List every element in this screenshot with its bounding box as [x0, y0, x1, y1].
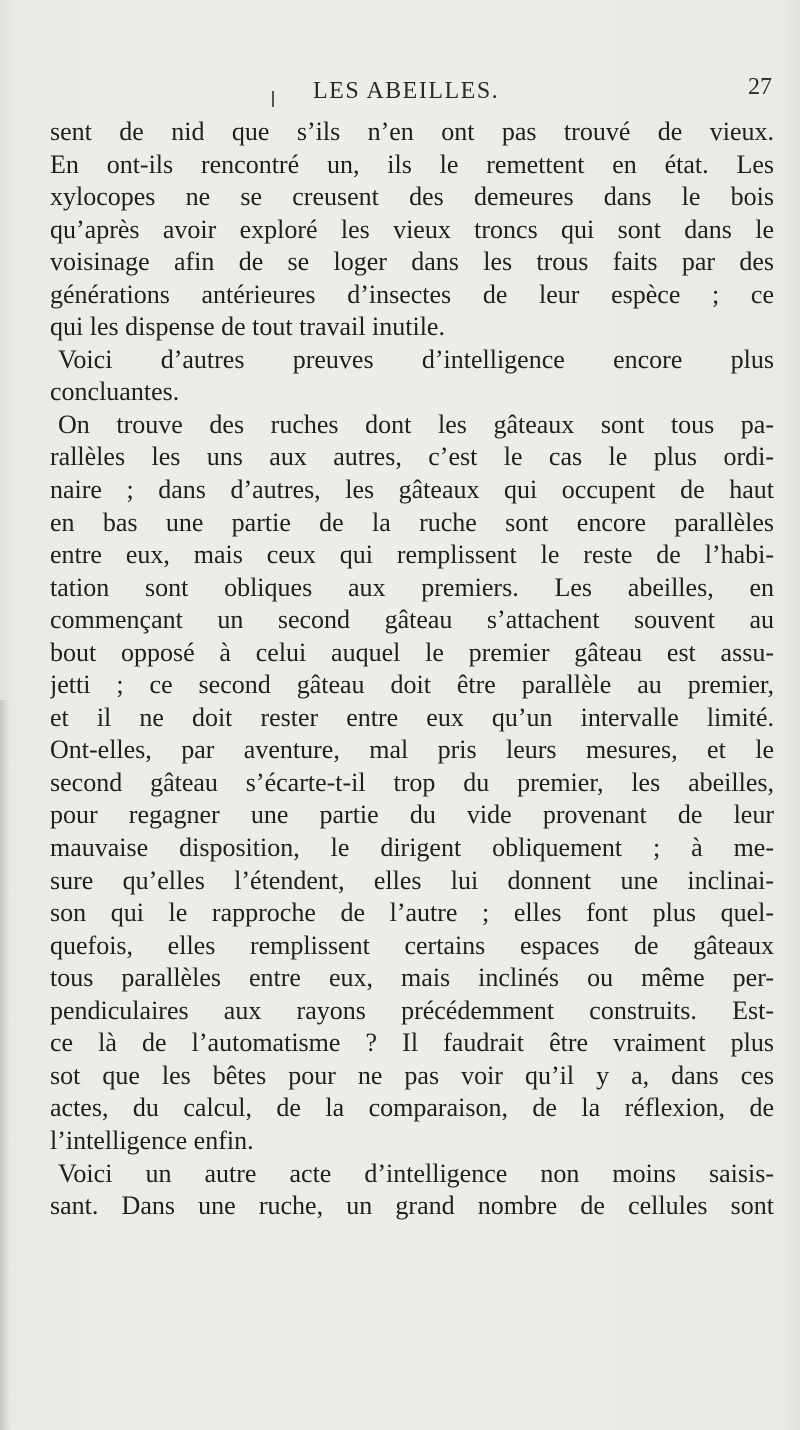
text-line: sent de nid que s’ils n’en ont pas trouvé de vieux.	[50, 117, 774, 146]
text-line: Ont-elles, par aventure, mal pris leurs mesures, et le	[50, 735, 774, 765]
text-line: entre eux, mais ceux qui remplissent le reste de l’habi-	[50, 540, 774, 570]
text-line: l’intelligence enfin.	[50, 1125, 254, 1155]
text-line: actes, du calcul, de la comparaison, de la réflexion, de	[50, 1093, 774, 1123]
text-line: tous parallèles entre eux, mais inclinés ou même per-	[50, 963, 774, 993]
text-line: quefois, elles remplissent certains espaces de gâteaux	[50, 930, 774, 960]
text-line: bout opposé à celui auquel le premier gâteau est assu-	[50, 637, 774, 667]
text-line: tation sont obliques aux premiers. Les abeilles, en	[50, 572, 774, 602]
running-title: LES ABEILLES.	[313, 78, 500, 104]
text-line: en bas une partie de la ruche sont encore parallèles	[50, 507, 774, 537]
text-line: sot que les bêtes pour ne pas voir qu’il y a, dans ces	[50, 1060, 774, 1090]
running-header	[0, 74, 800, 114]
page-gutter-shadow	[0, 700, 10, 1430]
text-line: commençant un second gâteau s’attachent souvent au	[50, 605, 774, 635]
page-number: 27	[748, 74, 772, 100]
text-line: naire ; dans d’autres, les gâteaux qui occupent de haut	[50, 475, 774, 505]
text-line: xylocopes ne se creusent des demeures dans le bois	[50, 182, 774, 212]
text-line: qu’après avoir exploré les vieux troncs qui sont dans le	[50, 214, 774, 244]
text-line: son qui le rapproche de l’autre ; elles font plus quel-	[50, 898, 774, 928]
text-line: générations antérieures d’insectes de leur espèce ; ce	[50, 279, 774, 309]
text-line: pendiculaires aux rayons précédemment construits. Est-	[50, 995, 774, 1025]
text-line: sure qu’elles l’étendent, elles lui donnent une inclinai-	[50, 865, 774, 895]
text-line: mauvaise disposition, le dirigent obliquement ; à me-	[50, 833, 774, 863]
text-line: second gâteau s’écarte-t-il trop du premier, les abeilles,	[50, 767, 774, 797]
text-line: pour regagner une partie du vide provenant de leur	[50, 800, 774, 830]
text-line: ce là de l’automatisme ? Il faudrait être vraiment plus	[50, 1028, 774, 1058]
text-line: concluantes.	[50, 377, 180, 407]
body-text	[50, 116, 774, 1223]
paragraph-start-line: Voici un autre acte d’intelligence non moins saisis-	[58, 1158, 774, 1188]
text-line: et il ne doit rester entre eux qu’un intervalle limité.	[50, 702, 774, 732]
text-line: rallèles les uns aux autres, c’est le cas le plus ordi-	[50, 442, 774, 472]
paragraph-start-line: On trouve des ruches dont les gâteaux sont tous pa-	[58, 409, 774, 439]
text-line: sant. Dans une ruche, un grand nombre de cellules sont	[50, 1191, 774, 1221]
text-line: En ont-ils rencontré un, ils le remettent en état. Les	[50, 149, 774, 179]
paragraph-start-line: Voici d’autres preuves d’intelligence encore plus	[58, 344, 774, 374]
text-line: jetti ; ce second gâteau doit être parallèle au premier,	[50, 670, 774, 700]
stray-mark	[272, 91, 274, 107]
text-line: voisinage afin de se loger dans les trous faits par des	[50, 247, 774, 277]
text-line: qui les dispense de tout travail inutile.	[50, 312, 445, 342]
